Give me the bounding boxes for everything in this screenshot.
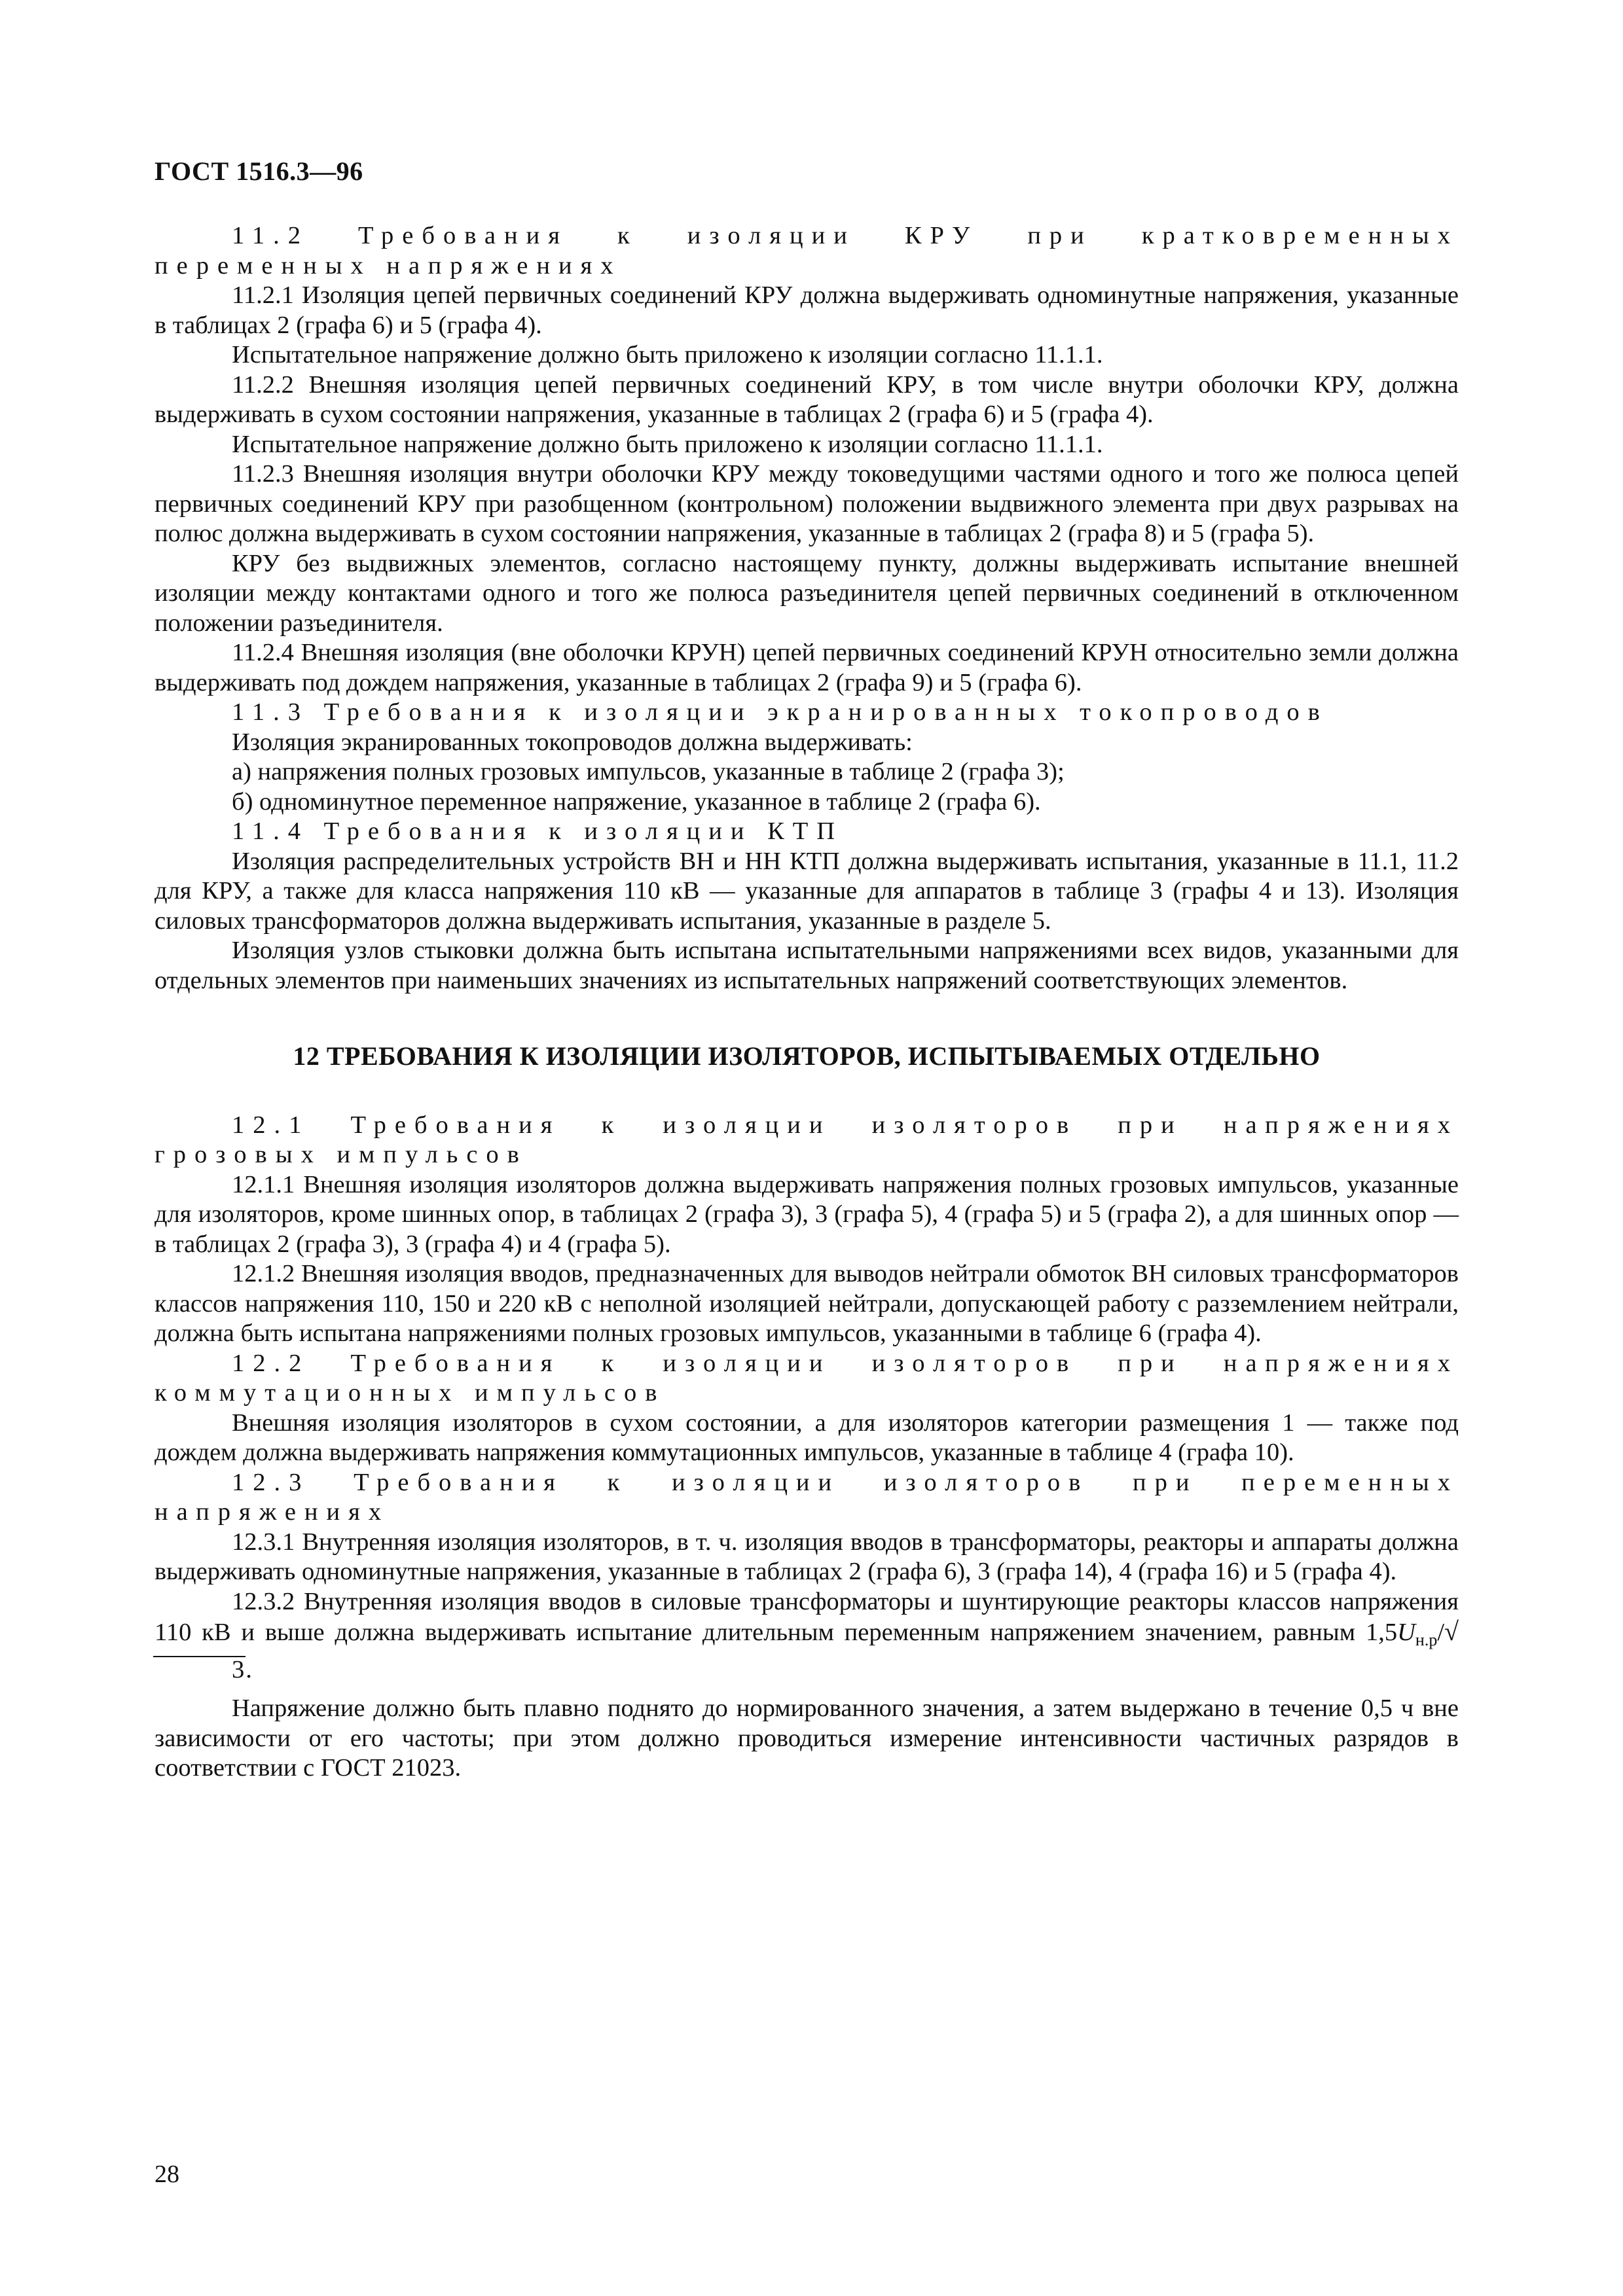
formula-slash: / [1437,1619,1445,1646]
paragraph-11-2-2: 11.2.2 Внешняя изоляция цепей первичных соединений КРУ, в том числе внутри оболочки КРУ, должна выдерживать в сухом состоянии напряжения, указанные в таблицах 2 (графа 6) и 5 (графа 4). [155,370,1459,428]
subsection-heading-11-3: 11.3 Требования к изоляции экранированных токопроводов [232,698,1328,726]
paragraph-ktp-insulation: Изоляция распределительных устройств ВН и НН КТП должна выдерживать испытания, указанные в 11.1, 11.2 для КРУ, а также для класса напряжения 110 кВ — указанные для аппаратов в таблице 3 (графы 4 и 13). Изоляция силовых трансформаторов должна выдерживать испытания, указанные в разделе 5. [155,847,1459,935]
formula-variable: U [1397,1619,1415,1646]
formula-radicand: 3 [153,1656,246,1682]
page-number: 28 [155,2161,179,2188]
formula-coefficient: 1,5 [1365,1619,1398,1646]
paragraph-12-1-1: 12.1.1 Внешняя изоляция изоляторов должна выдерживать напряжения полных грозовых импульсов, указанные для изоляторов, кроме шинных опор, в таблицах 2 (графа 3), 3 (графа 5), 4 (графа 5) и 5 (графа 2), а для шинных опор — в таблицах 2 (графа 3), 3 (графа 4) и 4 (графа 5). [155,1170,1459,1258]
formula-subscript: н.р [1415,1630,1438,1649]
paragraph-junction-insulation: Изоляция узлов стыковки должна быть испытана испытательными напряжениями всех видов, указанными для отдельных элементов при наименьших значениях из испытательных напряжений соответствующих элементов. [155,937,1459,994]
paragraph-busducts-intro: Изоляция экранированных токопроводов должна выдерживать: [232,728,913,756]
formula-period: . [246,1655,252,1683]
paragraph-11-2-1: 11.2.1 Изоляция цепей первичных соединений КРУ должна выдерживать одноминутные напряжения, указанные в таблицах 2 (графа 6) и 5 (графа 4). [155,281,1459,339]
paragraph-11-2-4: 11.2.4 Внешняя изоляция (вне оболочки КРУН) цепей первичных соединений КРУН относительно земли должна выдерживать под дождем напряжения, указанные в таблицах 2 (графа 9) и 5 (графа 6). [155,639,1459,696]
paragraph-test-voltage-1: Испытательное напряжение должно быть приложено к изоляции согласно 11.1.1. [232,341,1103,368]
subsection-heading-12-3: 12.3 Требования к изоляции изоляторов при переменных напряжениях [155,1468,1459,1526]
subsection-heading-11-2: 11.2 Требования к изоляции КРУ при кратковременных переменных напряжениях [155,222,1459,279]
paragraph-12-3-2 [155,1587,1459,1685]
paragraph-12-1-2: 12.1.2 Внешняя изоляция вводов, предназначенных для выводов нейтрали обмоток ВН силовых трансформаторов классов напряжения 110, 150 и 220 кВ с неполной изоляцией нейтрали, допускающей работу с разземлением нейтрали, должна быть испытана напряжениями полных грозовых импульсов, указанными в таблице 6 (графа 4). [155,1260,1459,1347]
paragraph-test-voltage-2: Испытательное напряжение должно быть приложено к изоляции согласно 11.1.1. [232,430,1103,458]
paragraph-12-3-2-text: 12.3.2 Внутренняя изоляция вводов в силовые трансформаторы и шунтирующие реакторы классов напряжения 110 кВ и выше должна выдерживать испытание длительным переменным напряжением значением, равным [155,1587,1459,1646]
subsection-heading-12-2: 12.2 Требования к изоляции изоляторов при напряжениях коммутационных импульсов [155,1349,1459,1407]
subsection-heading-11-4: 11.4 Требования к изоляции КТП [232,817,844,845]
paragraph-12-3-1: 12.3.1 Внутренняя изоляция изоляторов, в т. ч. изоляция вводов в трансформаторы, реакторы и аппараты должна выдерживать одноминутные напряжения, указанные в таблицах 2 (графа 6), 3 (графа 14), 4 (графа 16) и 5 (графа 4). [155,1528,1459,1585]
paragraph-switching-impulses: Внешняя изоляция изоляторов в сухом состоянии, а для изоляторов категории размещения 1 — также под дождем должна выдерживать напряжения коммутационных импульсов, указанные в таблице 4 (графа 10). [155,1408,1459,1466]
document-code-header: ГОСТ 1516.3—96 [155,156,363,186]
list-item-a: а) напряжения полных грозовых импульсов, указанные в таблице 2 (графа 3); [232,758,1065,785]
subsection-heading-12-1: 12.1 Требования к изоляции изоляторов при напряжениях грозовых импульсов [155,1111,1459,1168]
paragraph-11-2-3: 11.2.3 Внешняя изоляция внутри оболочки КРУ между токоведущими частями одного и того же полюса цепей первичных соединений КРУ при разобщенном (контрольном) положении выдвижного элемента при двух разрывах на полюс должна выдерживать в сухом состоянии напряжения, указанные в таблицах 2 (графа 8) и 5 (графа 5). [155,460,1459,547]
chapter-heading-12: 12 ТРЕБОВАНИЯ К ИЗОЛЯЦИИ ИЗОЛЯТОРОВ, ИСПЫТЫВАЕМЫХ ОТДЕЛЬНО [293,1041,1321,1071]
square-root-icon: √ [1444,1617,1459,1646]
list-item-b: б) одноминутное переменное напряжение, указанное в таблице 2 (графа 6). [232,787,1041,816]
paragraph-kru-without-drawout: КРУ без выдвижных элементов, согласно настоящему пункту, должны выдерживать испытание внешней изоляции между контактами одного и того же полюса разъединителя цепей первичных соединений в отключенном положении разъединителя. [155,549,1459,637]
paragraph-voltage-raise: Напряжение должно быть плавно поднято до нормированного значения, а затем выдержано в течение 0,5 ч вне зависимости от его частоты; при этом должно проводиться измерение интенсивности частичных разрядов в соответствии с ГОСТ 21023. [155,1695,1459,1782]
document-body [155,221,1459,1784]
